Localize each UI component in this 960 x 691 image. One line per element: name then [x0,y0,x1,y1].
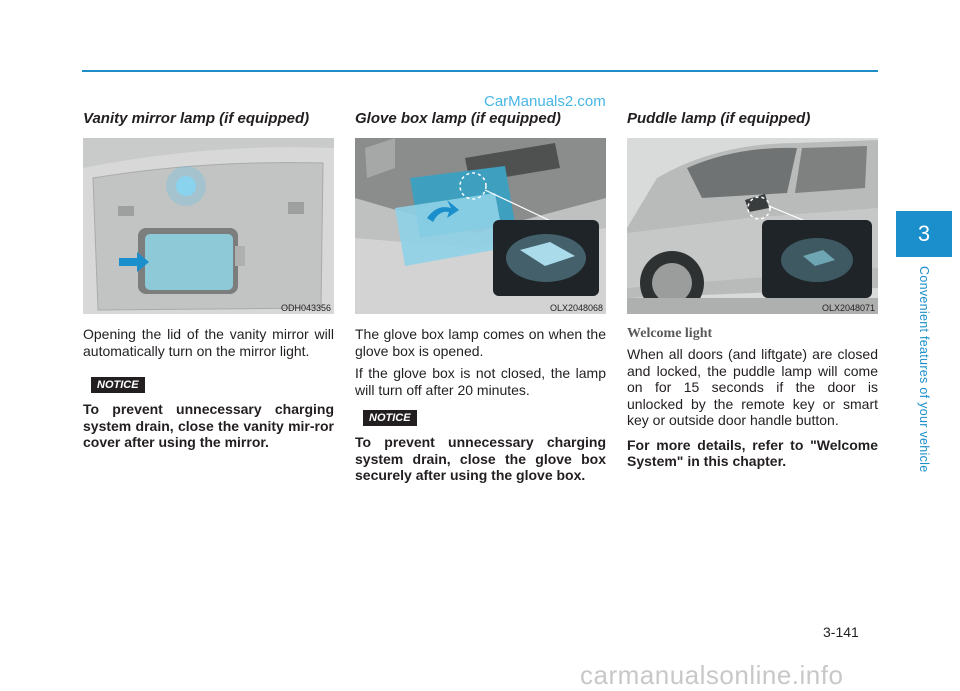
figure-puddle-lamp [627,138,878,314]
subheading-welcome-light: Welcome light [627,326,713,341]
paragraph: If the glove box is not closed, the lamp will turn off after 20 minutes. [355,365,606,398]
figure-glove-box [355,138,606,314]
section-heading: Vanity mirror lamp (if equipped) [83,110,310,127]
reference-text: For more details, refer to "Welcome System" in this chapter. [627,436,878,469]
notice-badge: NOTICE [91,377,145,393]
section-vanity-mirror-lamp [83,110,334,451]
figure-vanity-mirror [83,138,334,314]
notice-badge: NOTICE [363,410,417,426]
chapter-label-text: Convenient features of your vehicle [917,266,931,473]
watermark-top[interactable]: CarManuals2.com [484,93,606,110]
figure-code: ODH043356 [280,303,331,313]
figure-code: OLX2048071 [821,303,875,313]
puddle-lamp-illustration [627,138,878,314]
glove-box-illustration [355,138,606,314]
paragraph: Opening the lid of the vanity mirror will automatically turn on the mirror light. [83,326,334,359]
section-heading: Glove box lamp (if equipped) [355,110,561,127]
section-glove-box-lamp [355,110,606,484]
section-puddle-lamp [627,110,878,470]
paragraph: The glove box lamp comes on when the glove box is opened. [355,326,606,359]
notice-text: To prevent unnecessary charging system drain, close the vanity mir-ror cover after using the mirror. [83,401,334,450]
figure-code: OLX2048068 [549,303,603,313]
top-rule [82,70,878,72]
chapter-tab: 3 [896,211,952,257]
page-number: 3-141 [823,624,859,640]
vanity-mirror-illustration [83,138,334,314]
footer-watermark[interactable]: carmanualsonline.info [580,660,844,690]
notice-text: To prevent unnecessary charging system drain, close the glove box securely after using the glove box. [355,434,606,483]
chapter-label [917,266,931,496]
paragraph: When all doors (and liftgate) are closed and locked, the puddle lamp will come on for 15 seconds if the door is unlocked by the remote key or smart key or outside door handle button. [627,346,878,428]
section-heading: Puddle lamp (if equipped) [627,110,811,127]
